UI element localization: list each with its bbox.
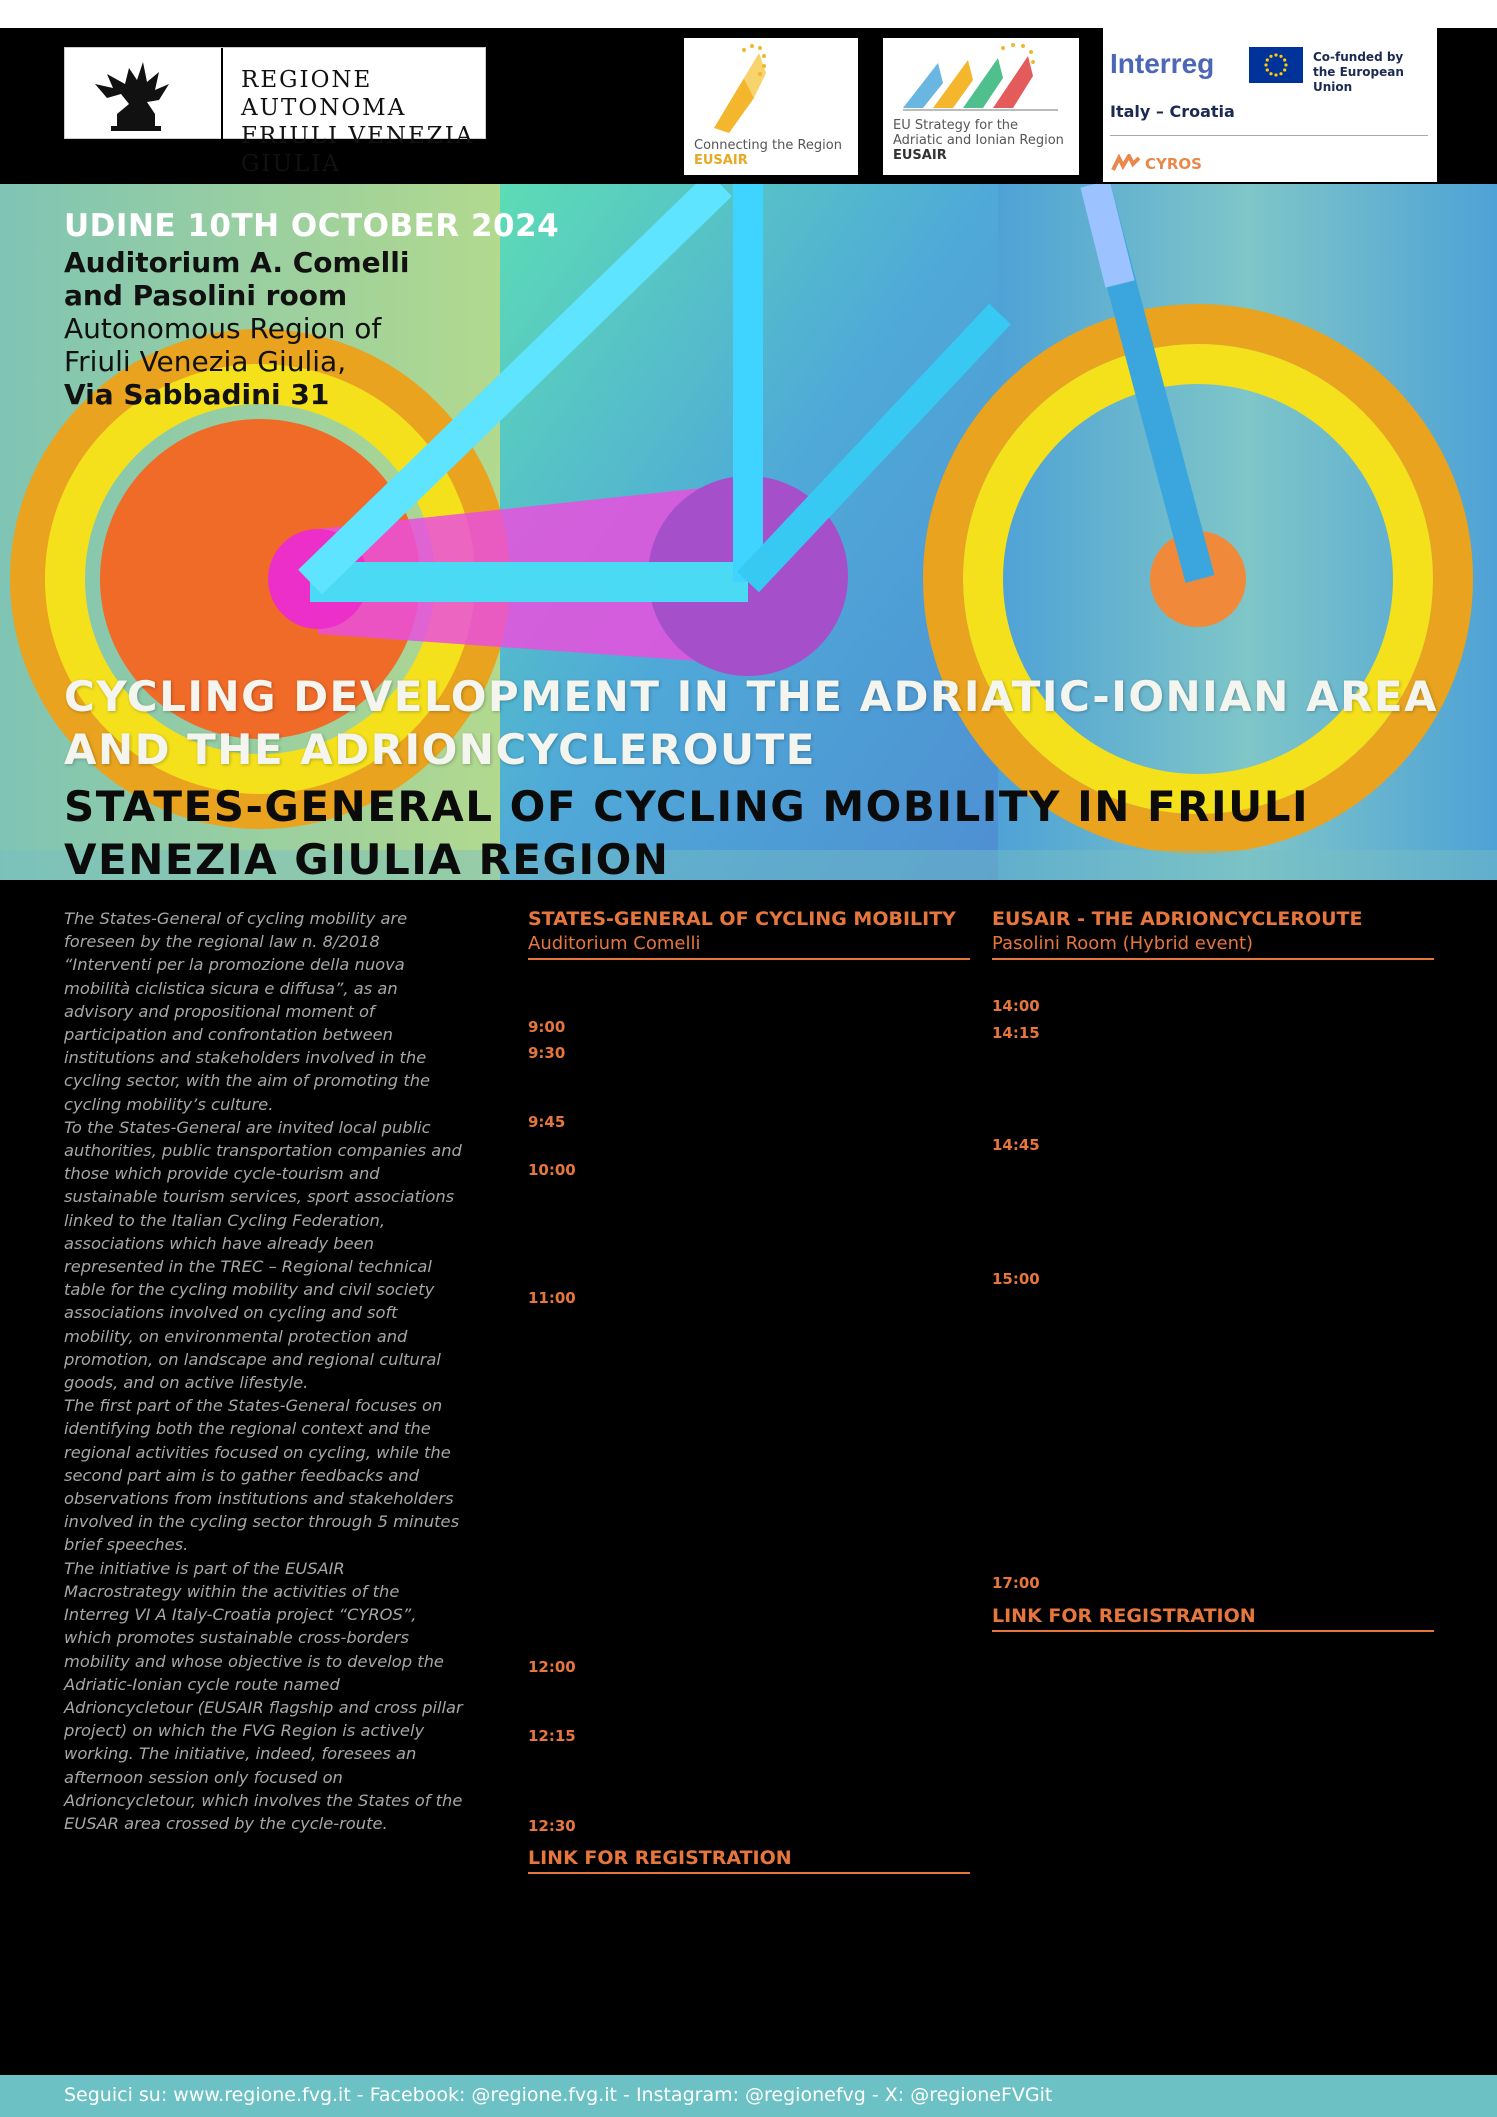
session2-time: 15:00 (992, 1270, 1040, 1288)
cofunded-line2: the European Union (1313, 65, 1404, 94)
cofunded-line1: Co-funded by (1313, 50, 1404, 64)
interreg-wordmark: Interreg (1110, 48, 1215, 79)
venue-line2: and Pasolini room (64, 279, 348, 312)
subtitle (64, 780, 1464, 886)
eusair-logo-strategy[interactable] (883, 38, 1079, 175)
eusair2-caption-line1: EU Strategy for the (893, 118, 1019, 133)
eu-flag-icon (1249, 47, 1303, 83)
session1-location: Auditorium Comelli (528, 933, 701, 954)
region-name-line1: REGIONE AUTONOMA (241, 67, 407, 121)
region-name-line2: FRIULI VENEZIA GIULIA (241, 123, 475, 177)
session1-time: 12:15 (528, 1727, 576, 1745)
session-states-general (528, 906, 970, 1869)
session1-time: 9:00 (528, 1018, 566, 1036)
venue-line5: Via Sabbadini 31 (64, 378, 330, 411)
session1-registration-link[interactable]: LINK FOR REGISTRATION (528, 1846, 970, 1874)
session2-time: 14:00 (992, 997, 1040, 1015)
project-name: CYROS (1145, 155, 1202, 173)
event-date: UDINE 10TH OCTOBER 2024 (64, 208, 560, 244)
eagle-icon (77, 54, 205, 134)
subtitle-line2: VENEZIA GIULIA REGION (64, 835, 670, 884)
logo-divider (221, 48, 223, 140)
session1-time: 9:45 (528, 1113, 566, 1131)
eusair2-caption-line2: Adriatic and Ionian Region (893, 133, 1064, 148)
session1-time: 11:00 (528, 1289, 576, 1307)
intro-paragraph-4: The initiative is part of the EUSAIR Macrostrategy within the activities of the Interreg VI A Italy-Croatia project “CYROS”, which promotes sustainable cross-borders mobility and whose objective is to develop the Adriatic-Ionian cycle route named Adrioncycletour (EUSAIR flagship and cross pillar project) on which the FVG Region is actively working. The initiative, indeed, foresees an afternoon session only focused on Adrioncycletour, which involves the States of the EUSAR area crossed by the cycle-route. (64, 1558, 463, 1833)
cofunded-text (1313, 50, 1437, 95)
eusair-arrows-icon (883, 38, 1079, 130)
event-info (64, 206, 559, 411)
main-title-line2: AND THE ADRIONCYCLEROUTE (64, 725, 816, 774)
venue-line1: Auditorium A. Comelli (64, 246, 410, 279)
session2-title: EUSAIR - THE ADRIONCYCLEROUTE (992, 908, 1363, 930)
intro-paragraph-1: The States-General of cycling mobility are foreseen by the regional law n. 8/2018 “Interventi per la promozione della nuova mobilità ciclistica sicura e diffusa”, as an advisory and propositional moment of participation and confrontation between institutions and stakeholders involved in the cycling sector, with the aim of promoting the cycling mobility’s culture. (64, 909, 431, 1114)
interreg-logo[interactable] (1103, 28, 1437, 182)
session2-header (992, 906, 1434, 960)
session2-time: 17:00 (992, 1574, 1040, 1592)
eusair-logo-connecting[interactable] (684, 38, 858, 175)
eusair-arrow-icon (684, 38, 858, 138)
venue-line3: Autonomous Region of (64, 312, 382, 345)
session2-time: 14:45 (992, 1136, 1040, 1154)
social-links[interactable]: Seguici su: www.regione.fvg.it - Facebook: @regione.fvg.it - Instagram: @regionefvg - X: @regioneFVGit (64, 2084, 1053, 2106)
region-fvg-logo[interactable] (64, 47, 486, 177)
session1-time: 12:00 (528, 1658, 576, 1676)
intro-paragraph-3: The first part of the States-General focuses on identifying both the regional context and the regional activities focused on cycling, while the second part aim is to gather feedbacks and observations from institutions and stakeholders involved in the cycling sector through 5 minutes brief speeches. (64, 1396, 460, 1555)
session2-registration-link[interactable]: LINK FOR REGISTRATION (992, 1604, 1434, 1632)
eusair2-caption (893, 118, 1064, 163)
session1-title: STATES-GENERAL OF CYCLING MOBILITY (528, 908, 956, 930)
programme-name: Italy – Croatia (1110, 102, 1235, 121)
eusair1-brand: EUSAIR (694, 153, 748, 168)
session2-location: Pasolini Room (Hybrid event) (992, 933, 1254, 954)
session2-time: 14:15 (992, 1024, 1040, 1042)
eusair2-brand: EUSAIR (893, 148, 947, 163)
session1-time: 10:00 (528, 1161, 576, 1179)
eusair1-caption (694, 138, 842, 168)
session1-time: 9:30 (528, 1044, 566, 1062)
region-name (241, 66, 481, 178)
cyros-icon (1111, 154, 1141, 174)
session1-header (528, 906, 970, 960)
session-adrioncycleroute (992, 906, 1434, 1627)
subtitle-line1: STATES-GENERAL OF CYCLING MOBILITY IN FRIULI (64, 782, 1310, 831)
main-title-line1: CYCLING DEVELOPMENT IN THE ADRIATIC-IONIAN AREA (64, 672, 1439, 721)
eusair1-caption-text: Connecting the Region (694, 138, 842, 153)
top-white-strip (0, 0, 1497, 28)
intro-text (64, 907, 464, 1835)
main-title (64, 670, 1474, 776)
intro-paragraph-2: To the States-General are invited local public authorities, public transportation companies and those which provide cycle-tourism and sustainable tourism services, sport associations linked to the Italian Cycling Federation, associations which have already been represented in the TREC – Regional technical table for the cycling mobility and civil society associations involved on cycling and soft mobility, on environmental protection and promotion, on landscape and regional cultural goods, and on active lifestyle. (64, 1117, 462, 1393)
session1-time: 12:30 (528, 1817, 576, 1835)
interreg-divider (1110, 135, 1428, 136)
venue-line4: Friuli Venezia Giulia, (64, 345, 347, 378)
footer-bar (0, 2075, 1497, 2117)
